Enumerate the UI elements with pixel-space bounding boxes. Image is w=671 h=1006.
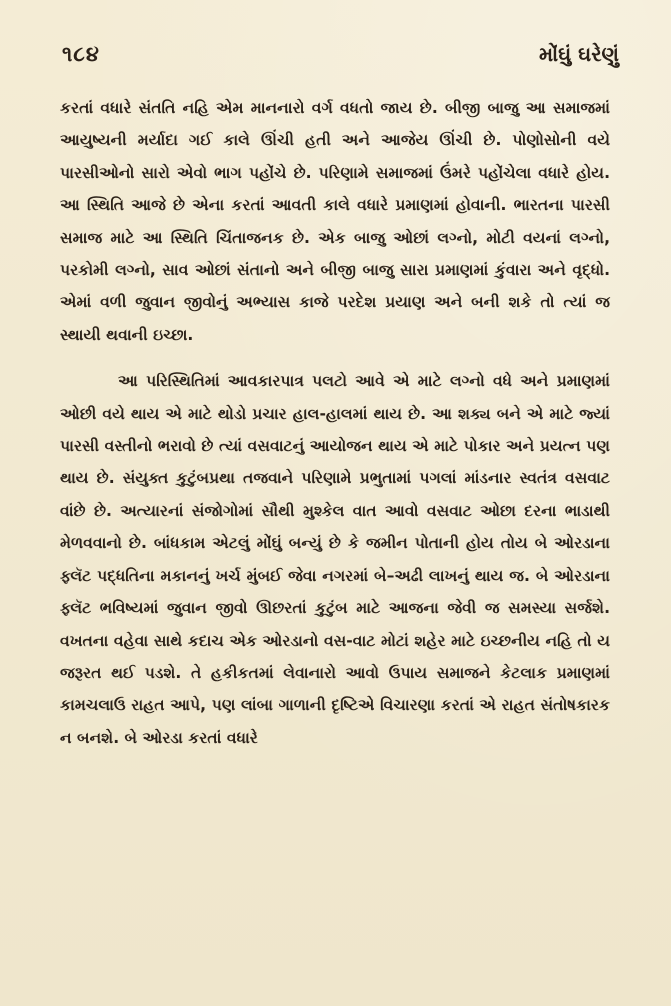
running-title: મોંઘું ઘરેણું [539,42,619,66]
paragraph-2: આ પરિસ્થિતિમાં આવકારપાત્ર પલટો આવે એ માટે લગ્નો વધે અને પ્રમાણમાં ઓછી વયે થાય એ માટે થોડો પ્રચાર હાલ-હાલમાં થાય છે. આ શક્ય બને એ માટે જ્યાં પારસી વસ્તીનો ભરાવો છે ત્યાં વસવાટનું આયોજન થાય એ માટે પોકાર અને પ્રયત્ન પણ થાય છે. સંયુક્ત કુટુંબપ્રથા તજવાને પરિણામે પ્રભુતામાં પગલાં માંડનાર સ્વતંત્ર વસવાટ વાંછે છે. અત્યારનાં સંજોગોમાં સૌથી મુશ્કેલ વાત આવો વસવાટ ઓછા દરના ભાડાથી મેળવવાનો છે. બાંધકામ એટલું મોંઘું બન્યું છે કે જમીન પોતાની હોય તોય બે ઓરડાના ફ્લૅટ પદ્ધતિના મકાનનું ખર્ચ મુંબઈ જેવા નગરમાં બે–અઢી લાખનું થાય જ. બે ઓરડાના ફ્લૅટ ભવિષ્યમાં જુવાન જીવો ઊછરતાં કુટુંબ માટે આજના જેવી જ સમસ્યા સર્જશે. વખતના વહેવા સાથે કદાચ એક ઓરડાનો વસ-વાટ મોટાં શહેર માટે ઇચ્છનીય નહિ તો ય જરૂરત થઈ પડશે. તે હકીકતમાં લેવાનારો આવો ઉપાય સમાજને કેટલાક પ્રમાણમાં કામચલાઉ રાહત આપે, પણ લાંબા ગાળાની દૃષ્ટિએ વિચારણા કરતાં એ રાહત સંતોષકારક ન બનશે. બે ઓરડા કરતાં વધારે [60,372,610,747]
page-header [62,42,619,82]
page-number: ૧૮૪ [62,42,100,66]
paragraph-1: કરતાં વધારે સંતતિ નહિ એમ માનનારો વર્ગ વધતો જાય છે. બીજી બાજુ આ સમાજમાં આયુષ્યની મર્યાદા ગઈ કાલે ઊંચી હતી અને આજેય ઊંચી છે. પોણોસોની વયે પારસીઓનો સારો એવો ભાગ પહોંચે છે. પરિણામે સમાજમાં ઉંમરે પહોંચેલા વધારે હોય. આ સ્થિતિ આજે છે એના કરતાં આવતી કાલે વધારે પ્રમાણમાં હોવાની. ભારતના પારસી સમાજ માટે આ સ્થિતિ ચિંતાજનક છે. એક બાજુ ઓછાં લગ્નો, મોટી વયનાં લગ્નો, પરકોમી લગ્નો, સાવ ઓછાં સંતાનો અને બીજી બાજુ સારા પ્રમાણમાં કુંવારા અને વૃદ્ધો. એમાં વળી જુવાન જીવોનું અભ્યાસ કાજે પરદેશ પ્રયાણ અને બની શકે તો ત્યાં જ સ્થાયી થવાની ઇચ્છા. [60,99,610,344]
body-text [60,92,610,754]
